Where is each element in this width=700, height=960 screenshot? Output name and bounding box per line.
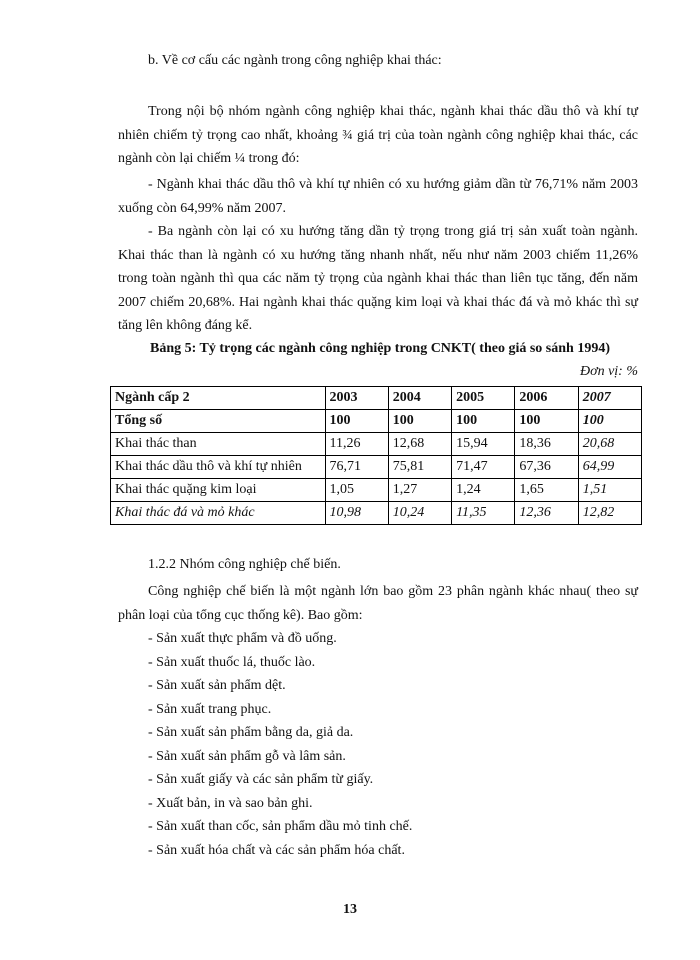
paragraph-other-sectors: - Ba ngành còn lại có xu hướng tăng dần tỷ trọng trong giá trị sản xuất toàn ngành. Khai thác than là ngành có xu hướng tăng nhanh nhất, nếu như năm 2003 chiếm 11,26% trong toàn ngành thì qua các năm tỷ trọng của ngành khai thác than liên tục tăng, đến năm 2007 chiếm 20,68%. Hai ngành khai thác quặng kim loại và khai thác đá và mỏ khác thì sự tăng lên không đáng kể. xyxy=(118,224,638,333)
mining-share-table xyxy=(110,386,642,525)
paragraph-processing: Công nghiệp chế biến là một ngành lớn bao gồm 23 phân ngành khác nhau( theo sự phân loại của tổng cục thống kê). Bao gồm: xyxy=(118,584,638,623)
section-b-heading: b. Về cơ cấu các ngành trong công nghiệp khai thác: xyxy=(148,53,442,68)
table-row xyxy=(111,433,642,456)
list-item: - Sản xuất hóa chất và các sản phẩm hóa chất. xyxy=(148,842,405,858)
table-row xyxy=(111,456,642,479)
table-cell: Tổng số xyxy=(111,410,326,433)
table-header-cell: 2003 xyxy=(325,387,388,410)
table-header-cell: Ngành cấp 2 xyxy=(111,387,326,410)
table-cell: 18,36 xyxy=(515,433,578,456)
table-total-row xyxy=(111,410,642,433)
processing-sector-list xyxy=(148,627,648,862)
table-row xyxy=(111,502,642,525)
table-cell: 75,81 xyxy=(388,456,451,479)
table-cell: Khai thác đá và mỏ khác xyxy=(111,502,326,525)
table-cell: Khai thác dầu thô và khí tự nhiên xyxy=(111,456,326,479)
table-cell: 11,26 xyxy=(325,433,388,456)
table-cell: 76,71 xyxy=(325,456,388,479)
table-header-cell: 2005 xyxy=(452,387,515,410)
table-cell: 100 xyxy=(578,410,641,433)
table-header-cell: 2004 xyxy=(388,387,451,410)
table-cell: 12,36 xyxy=(515,502,578,525)
table-caption: Bảng 5: Tỷ trọng các ngành công nghiệp trong CNKT( theo giá so sánh 1994) xyxy=(150,341,610,356)
table-cell: Khai thác than xyxy=(111,433,326,456)
list-item: - Xuất bản, in và sao bản ghi. xyxy=(148,795,313,811)
table-cell: 64,99 xyxy=(578,456,641,479)
list-item: - Sản xuất thuốc lá, thuốc lào. xyxy=(148,654,316,670)
table-cell: 1,24 xyxy=(452,479,515,502)
list-item: - Sản xuất giấy và các sản phẩm từ giấy. xyxy=(148,772,374,787)
table-cell: 1,65 xyxy=(515,479,578,502)
table-cell: 100 xyxy=(325,410,388,433)
table-cell: 100 xyxy=(452,410,515,433)
table-cell: 20,68 xyxy=(578,433,641,456)
paragraph-oil-gas: - Ngành khai thác dầu thô và khí tự nhiên có xu hướng giảm dần từ 76,71% năm 2003 xuống còn 64,99% năm 2007. xyxy=(118,177,638,216)
table-cell: 12,68 xyxy=(388,433,451,456)
table-unit: Đơn vị: % xyxy=(579,364,638,379)
table-cell: 10,98 xyxy=(325,502,388,525)
page-number: 13 xyxy=(343,902,357,917)
table-cell: 67,36 xyxy=(515,456,578,479)
list-item: - Sản xuất than cốc, sản phẩm dầu mỏ tinh chế. xyxy=(148,819,413,834)
table-cell: 15,94 xyxy=(452,433,515,456)
table-cell: 10,24 xyxy=(388,502,451,525)
table-cell: 71,47 xyxy=(452,456,515,479)
table-row xyxy=(111,479,642,502)
table-cell: Khai thác quặng kim loại xyxy=(111,479,326,502)
table-header-cell: 2007 xyxy=(578,387,641,410)
table-header-row xyxy=(111,387,642,410)
list-item: - Sản xuất sản phẩm dệt. xyxy=(148,678,286,693)
table-cell: 12,82 xyxy=(578,502,641,525)
list-item: - Sản xuất sản phẩm bằng da, giả da. xyxy=(148,725,354,740)
table-cell: 100 xyxy=(388,410,451,433)
table-cell: 1,51 xyxy=(578,479,641,502)
subsection-heading: 1.2.2 Nhóm công nghiệp chế biến. xyxy=(148,557,341,572)
paragraph-structure: Trong nội bộ nhóm ngành công nghiệp khai thác, ngành khai thác dầu thô và khí tự nhiên chiếm tỷ trọng cao nhất, khoảng ¾ giá trị của toàn ngành công nghiệp khai thác, các ngành còn lại chiếm ¼ trong đó: xyxy=(118,104,638,166)
list-item: - Sản xuất sản phẩm gỗ và lâm sản. xyxy=(148,748,346,764)
list-item: - Sản xuất thực phẩm và đồ uống. xyxy=(148,631,337,646)
table-cell: 1,05 xyxy=(325,479,388,502)
list-item: - Sản xuất trang phục. xyxy=(148,701,272,717)
table-cell: 11,35 xyxy=(452,502,515,525)
table-header-cell: 2006 xyxy=(515,387,578,410)
table-cell: 100 xyxy=(515,410,578,433)
table-cell: 1,27 xyxy=(388,479,451,502)
